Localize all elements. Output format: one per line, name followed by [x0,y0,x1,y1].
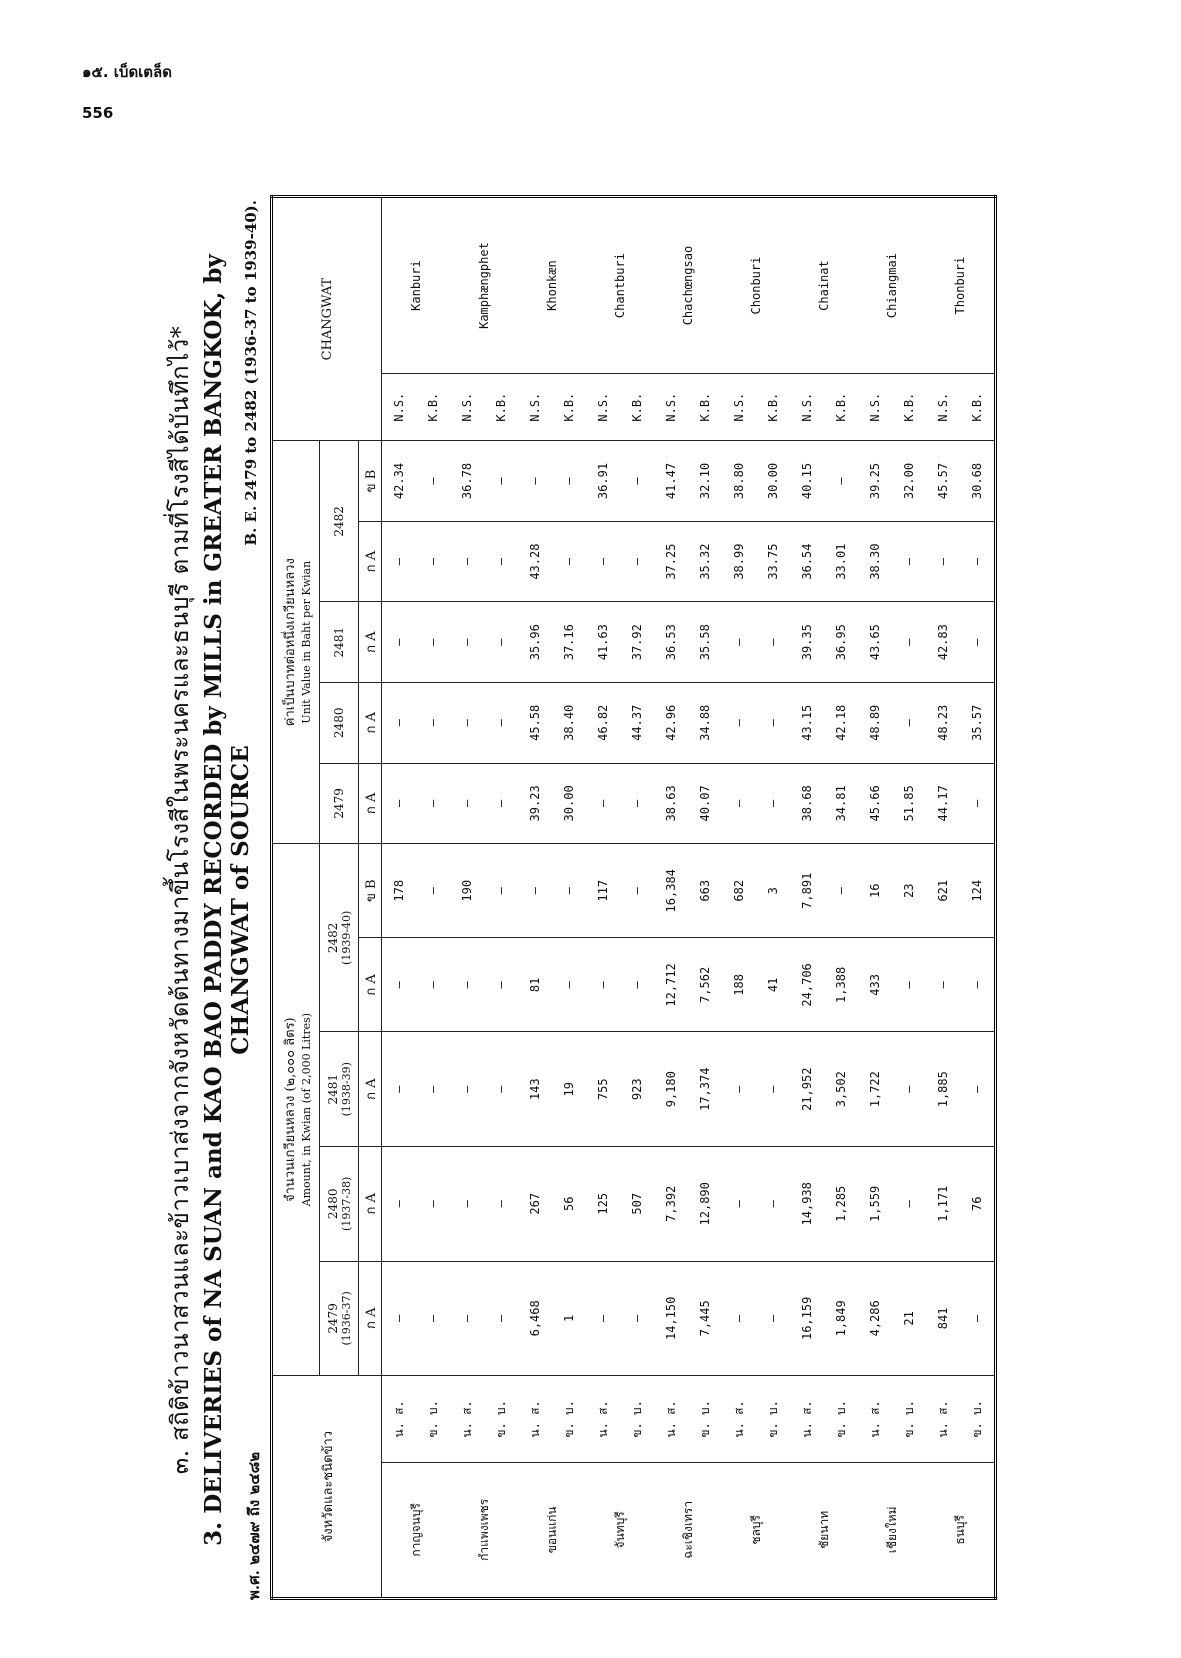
paddy-type-code: N.S. [926,374,960,441]
amount-year-header: 2480 (1937-38) [320,1147,359,1262]
unit-value-cell: 45.57 [926,441,960,522]
date-range-english: B. E. 2479 to 2482 (1936-37 to 1939-40). [242,200,260,546]
unit-value-cell: — [450,763,484,844]
amount-cell: 12,890 [688,1147,722,1262]
unit-value-cell: 38.99 [722,521,756,602]
province-column-header: จังหวัดและชนิดข้าว [272,1376,382,1599]
amount-cell: — [484,1032,518,1147]
unit-value-cell: 36.53 [654,602,688,683]
unit-value-cell: — [382,763,417,844]
unit-value-cell: — [416,683,450,764]
paddy-type-thai: ข. บ. [824,1376,858,1463]
amount-cell: 7,891 [790,844,824,938]
paddy-type-thai: ข. บ. [484,1376,518,1463]
amount-cell: 188 [722,938,756,1032]
province-name-english: Kanburi [382,197,451,374]
unit-value-cell: 40.07 [688,763,722,844]
amount-cell: 16,159 [790,1261,824,1376]
unit-value-cell: — [484,521,518,602]
unit-value-cell: 36.91 [586,441,620,522]
table-title-english: 3. DELIVERIES of NA SUAN and KAO BAO PADDY RECORDED by MILLS in GREATER BANGKOK, by CHANGWAT of SOURCE [200,254,254,1546]
unit-value-cell: 30.00 [756,441,790,522]
amount-cell: 14,938 [790,1147,824,1262]
deliveries-table [270,195,997,1600]
amount-cell: — [960,938,996,1032]
unit-value-cell: 44.17 [926,763,960,844]
paddy-type-thai: น. ส. [790,1376,824,1463]
table-row [552,197,586,1599]
unit-value-cell: 45.66 [858,763,892,844]
paddy-type-thai: น. ส. [586,1376,620,1463]
amount-cell: 1,849 [824,1261,858,1376]
amount-cell: — [484,844,518,938]
amount-cell: — [484,1147,518,1262]
unit-value-cell: — [960,602,996,683]
amount-cell: — [620,844,654,938]
sub-header-a: ก A [359,683,382,764]
amount-cell: 4,286 [858,1261,892,1376]
sub-header-a: ก A [359,602,382,683]
province-name-thai: กาญจนบุรี [382,1462,451,1598]
amount-cell: 7,392 [654,1147,688,1262]
table-row [484,197,518,1599]
unit-value-cell: 39.35 [790,602,824,683]
unit-value-cell: 42.18 [824,683,858,764]
unit-value-cell: 42.83 [926,602,960,683]
unit-value-cell: — [382,602,417,683]
unit-value-cell: — [484,441,518,522]
amount-cell: 21,952 [790,1032,824,1147]
sub-header-a: ก A [359,1147,382,1262]
amount-cell: 267 [518,1147,552,1262]
province-name-english: Thonburi [926,197,996,374]
paddy-type-code: K.B. [824,374,858,441]
unit-value-cell: — [892,602,926,683]
unit-value-cell: — [518,441,552,522]
amount-cell: — [416,1147,450,1262]
unit-value-cell: 35.58 [688,602,722,683]
paddy-type-thai: น. ส. [858,1376,892,1463]
amount-cell: — [620,938,654,1032]
unit-value-cell: 41.47 [654,441,688,522]
unit-value-cell: — [484,763,518,844]
paddy-type-thai: น. ส. [450,1376,484,1463]
unit-value-cell: 43.65 [858,602,892,683]
unit-value-cell: — [926,521,960,602]
amount-cell: — [892,1147,926,1262]
unit-value-cell: 34.88 [688,683,722,764]
province-name-english: Kamphængphet [450,197,518,374]
unit-value-cell: — [382,683,417,764]
amount-group-en: Amount, in Kwian (of 2,000 Litres) [300,1012,313,1207]
province-name-thai: ขอนแก่น [518,1462,586,1598]
amount-cell: 17,374 [688,1032,722,1147]
unit-value-cell: — [892,683,926,764]
paddy-type-thai: น. ส. [722,1376,756,1463]
amount-cell: 3,502 [824,1032,858,1147]
paddy-type-code: N.S. [790,374,824,441]
amount-year-header: 2482 (1939-40) [320,844,359,1032]
unit-value-cell: — [756,763,790,844]
amount-cell: — [484,1261,518,1376]
unit-value-cell: — [416,441,450,522]
table-row [824,197,858,1599]
amount-cell: 24,706 [790,938,824,1032]
paddy-type-code: K.B. [756,374,790,441]
unit-value-cell: — [620,441,654,522]
unit-value-cell: 33.75 [756,521,790,602]
amount-cell: — [382,938,417,1032]
unit-value-cell: — [960,521,996,602]
value-group-thai: ค่าเป็นบาทต่อหนึ่งเกวียนหลวง [283,558,298,727]
unit-value-cell: — [756,683,790,764]
unit-value-cell: 30.68 [960,441,996,522]
amount-cell: — [552,938,586,1032]
unit-value-cell: 43.28 [518,521,552,602]
table-body [382,197,996,1599]
amount-cell: 841 [926,1261,960,1376]
amount-cell: 1 [552,1261,586,1376]
amount-year-header: 2479 (1936-37) [320,1261,359,1376]
unit-value-cell: — [450,521,484,602]
unit-value-cell: — [620,763,654,844]
page-number: 556 [82,104,114,122]
value-group-en: Unit Value in Baht per Kwian [300,560,313,724]
amount-cell: — [450,938,484,1032]
amount-cell: — [416,1261,450,1376]
unit-value-cell: 36.95 [824,602,858,683]
amount-cell: — [552,844,586,938]
unit-value-cell: 42.96 [654,683,688,764]
amount-cell: — [450,1261,484,1376]
unit-value-cell: — [586,763,620,844]
unit-value-cell: — [416,763,450,844]
amount-cell: 14,150 [654,1261,688,1376]
unit-value-cell: — [552,521,586,602]
unit-value-cell: — [722,602,756,683]
amount-cell: 682 [722,844,756,938]
table-row [790,197,824,1599]
unit-value-cell: 46.82 [586,683,620,764]
amount-cell: — [382,1032,417,1147]
amount-cell: — [416,1032,450,1147]
unit-value-cell: 44.37 [620,683,654,764]
amount-cell: — [824,844,858,938]
province-name-english: Chachœngsao [654,197,722,374]
amount-cell: 56 [552,1147,586,1262]
amount-cell: 7,562 [688,938,722,1032]
table-row [586,197,620,1599]
unit-value-cell: — [450,683,484,764]
paddy-type-code: N.S. [450,374,484,441]
paddy-type-thai: ข. บ. [552,1376,586,1463]
unit-value-cell: — [960,763,996,844]
unit-value-cell: 48.23 [926,683,960,764]
province-name-thai: เชียงใหม่ [858,1462,926,1598]
table-row [416,197,450,1599]
amount-cell: 19 [552,1032,586,1147]
amount-cell: 81 [518,938,552,1032]
table-row [756,197,790,1599]
province-name-english: Khonkæn [518,197,586,374]
amount-cell: 1,285 [824,1147,858,1262]
amount-cell: 663 [688,844,722,938]
amount-cell: — [892,1032,926,1147]
amount-cell: — [382,1147,417,1262]
province-name-english: Chainat [790,197,858,374]
paddy-type-thai: ข. บ. [416,1376,450,1463]
amount-cell: — [960,1032,996,1147]
province-name-english: Chiangmai [858,197,926,374]
paddy-type-thai: น. ส. [382,1376,417,1463]
sub-header-a: ก A [359,1032,382,1147]
paddy-type-code: N.S. [518,374,552,441]
unit-value-cell: — [756,602,790,683]
table-row [926,197,960,1599]
unit-value-cell: 38.80 [722,441,756,522]
section-title: ๑๕. เบ็ดเตล็ด [82,63,172,81]
paddy-type-thai: น. ส. [654,1376,688,1463]
unit-value-cell: 38.68 [790,763,824,844]
sub-header-a: ก A [359,521,382,602]
sub-header-a: ก A [359,938,382,1032]
unit-value-cell: 35.32 [688,521,722,602]
unit-value-cell: 51.85 [892,763,926,844]
unit-value-cell: 35.57 [960,683,996,764]
unit-value-cell: — [484,602,518,683]
amount-cell: — [722,1032,756,1147]
unit-value-cell: 38.63 [654,763,688,844]
unit-value-cell: 39.23 [518,763,552,844]
amount-cell: — [722,1147,756,1262]
unit-value-cell: 36.54 [790,521,824,602]
unit-value-cell: 38.40 [552,683,586,764]
table-row [620,197,654,1599]
unit-value-cell: — [416,521,450,602]
table-row [688,197,722,1599]
province-name-english: Chonburi [722,197,790,374]
unit-value-cell: 43.15 [790,683,824,764]
unit-value-cell: 30.00 [552,763,586,844]
unit-value-cell: 34.81 [824,763,858,844]
amount-year-header: 2481 (1938-39) [320,1032,359,1147]
unit-value-cell: 35.96 [518,602,552,683]
amount-cell: 3 [756,844,790,938]
table-row [654,197,688,1599]
value-year-header: 2479 [320,763,359,844]
table-row [518,197,552,1599]
amount-cell: 178 [382,844,417,938]
paddy-type-thai: น. ส. [926,1376,960,1463]
amount-cell: — [756,1261,790,1376]
province-name-thai: ชัยนาท [790,1462,858,1598]
amount-cell: — [926,938,960,1032]
amount-cell: 923 [620,1032,654,1147]
paddy-type-thai: น. ส. [518,1376,552,1463]
unit-value-cell: 37.25 [654,521,688,602]
unit-value-cell: — [552,441,586,522]
unit-value-cell: — [824,441,858,522]
amount-cell: — [416,938,450,1032]
sub-header-a: ก A [359,763,382,844]
value-year-header: 2480 [320,683,359,764]
date-range-thai: พ.ศ. ๒๔๗๙ ถึง ๒๔๘๒ [245,1451,263,1600]
table-row [382,197,417,1599]
sub-header-b: ข B [359,844,382,938]
table-row [450,197,484,1599]
rotated-table-page [160,180,1060,1600]
amount-cell: — [484,938,518,1032]
unit-value-cell: — [722,683,756,764]
unit-value-cell: 38.30 [858,521,892,602]
amount-cell: 41 [756,938,790,1032]
amount-cell: — [756,1032,790,1147]
unit-value-cell: 45.58 [518,683,552,764]
amount-group-header [272,844,320,1376]
table-title-thai: ๓. สถิติข้าวนาสวนและข้าวเบาส่งจากจังหวัดต้นทางมาขึ้นโรงสีในพระนครและธนบุรี ตามที่โรงสีได้บันทึกไว้* [166,325,194,1475]
unit-value-cell: 40.15 [790,441,824,522]
unit-value-cell: 41.63 [586,602,620,683]
amount-cell: — [892,938,926,1032]
paddy-type-code: N.S. [858,374,892,441]
table-row [858,197,892,1599]
paddy-type-thai: ข. บ. [756,1376,790,1463]
value-year-header: 2482 [320,441,359,602]
unit-value-cell: 36.78 [450,441,484,522]
unit-value-cell: — [382,521,417,602]
amount-cell: — [382,1261,417,1376]
table-row [960,197,996,1599]
unit-value-cell: 39.25 [858,441,892,522]
paddy-type-code: N.S. [722,374,756,441]
unit-value-cell: 37.16 [552,602,586,683]
unit-value-cell: 32.10 [688,441,722,522]
paddy-type-code: N.S. [654,374,688,441]
amount-cell: 1,171 [926,1147,960,1262]
amount-cell: 143 [518,1032,552,1147]
table-row [722,197,756,1599]
amount-cell: 12,712 [654,938,688,1032]
amount-cell: 125 [586,1147,620,1262]
amount-cell: 23 [892,844,926,938]
amount-cell: — [620,1261,654,1376]
amount-cell: 124 [960,844,996,938]
amount-group-thai: จำนวนเกวียนหลวง (๒,๐๐๐ ลิตร) [283,1017,298,1202]
amount-cell: — [416,844,450,938]
amount-cell: 16,384 [654,844,688,938]
amount-cell: 433 [858,938,892,1032]
paddy-type-code: K.B. [484,374,518,441]
unit-value-cell: — [892,521,926,602]
unit-value-cell: — [722,763,756,844]
amount-cell: 9,180 [654,1032,688,1147]
amount-cell: 190 [450,844,484,938]
paddy-type-thai: ข. บ. [892,1376,926,1463]
unit-value-cell: 42.34 [382,441,417,522]
amount-cell: — [518,844,552,938]
unit-value-cell: — [416,602,450,683]
unit-value-cell: 37.92 [620,602,654,683]
amount-cell: 1,388 [824,938,858,1032]
paddy-type-code: K.B. [620,374,654,441]
unit-value-cell: 48.89 [858,683,892,764]
province-name-thai: กำแพงเพชร [450,1462,518,1598]
paddy-type-code: N.S. [586,374,620,441]
amount-cell: 16 [858,844,892,938]
paddy-type-code: K.B. [960,374,996,441]
amount-cell: 6,468 [518,1261,552,1376]
amount-cell: 21 [892,1261,926,1376]
paddy-type-thai: ข. บ. [688,1376,722,1463]
amount-cell: 755 [586,1032,620,1147]
province-name-english: Chantburi [586,197,654,374]
unit-value-cell: — [450,602,484,683]
province-name-thai: จันทบุรี [586,1462,654,1598]
unit-value-cell: 33.01 [824,521,858,602]
paddy-type-code: N.S. [382,374,417,441]
province-name-thai: ชลบุรี [722,1462,790,1598]
amount-cell: — [756,1147,790,1262]
unit-value-cell: 32.00 [892,441,926,522]
amount-cell: 621 [926,844,960,938]
paddy-type-code: K.B. [688,374,722,441]
amount-cell: — [722,1261,756,1376]
amount-cell: — [960,1261,996,1376]
paddy-type-thai: ข. บ. [960,1376,996,1463]
unit-value-cell: — [620,521,654,602]
amount-cell: 507 [620,1147,654,1262]
sub-header-a: ก A [359,1261,382,1376]
unit-value-cell: — [484,683,518,764]
amount-cell: — [450,1032,484,1147]
value-group-header [272,441,320,844]
amount-cell: 7,445 [688,1261,722,1376]
paddy-type-code: K.B. [892,374,926,441]
paddy-type-thai: ข. บ. [620,1376,654,1463]
amount-cell: 117 [586,844,620,938]
province-name-thai: ธนบุรี [926,1462,996,1598]
table-row [892,197,926,1599]
amount-cell: 1,722 [858,1032,892,1147]
changwat-column-header: CHANGWAT [272,197,382,441]
amount-cell: — [450,1147,484,1262]
amount-cell: — [586,938,620,1032]
amount-cell: 76 [960,1147,996,1262]
amount-cell: 1,885 [926,1032,960,1147]
sub-header-b: ข B [359,441,382,522]
value-year-header: 2481 [320,602,359,683]
province-name-thai: ฉะเชิงเทรา [654,1462,722,1598]
amount-cell: — [586,1261,620,1376]
amount-cell: 1,559 [858,1147,892,1262]
paddy-type-code: K.B. [416,374,450,441]
paddy-type-code: K.B. [552,374,586,441]
unit-value-cell: — [586,521,620,602]
